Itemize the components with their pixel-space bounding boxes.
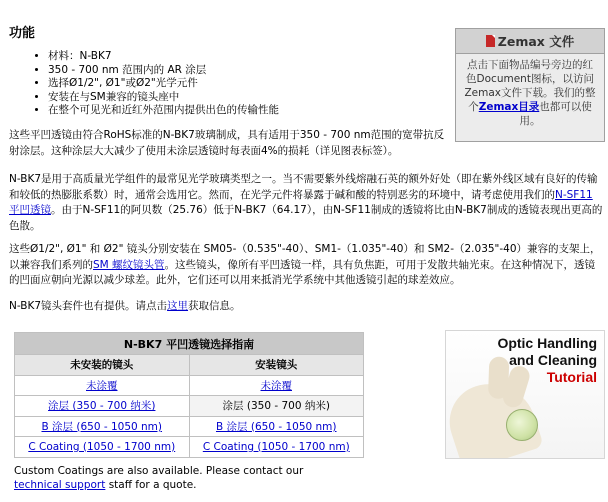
optic-handling-tutorial-banner[interactable] [445, 330, 605, 459]
feature-item: • 选择Ø1/2", Ø1"或Ø2"光学元件 [48, 77, 468, 91]
table-cell [15, 396, 190, 417]
table-row [15, 437, 364, 458]
zemax-description [456, 54, 604, 132]
nsf11-lens-link[interactable]: N-SF11 平凹透镜 [9, 188, 593, 216]
feature-item: • 在整个可见光和近红外范围内提供出色的传输性能 [48, 104, 468, 118]
zemax-title: Zemax 文件 [497, 34, 575, 49]
table-cell [15, 375, 190, 396]
document-icon [486, 35, 495, 47]
table-cell [15, 416, 190, 437]
zemax-catalog-link[interactable]: Zemax目录 [478, 101, 540, 113]
feature-item: • 材料：N-BK7 [48, 50, 468, 64]
technical-support-link[interactable]: technical support [14, 479, 106, 491]
table-cell [189, 375, 364, 396]
paragraph-text: 。这些镜头，像所有平凹透镜一样，具有负焦距，可用于发散共轴光束。在这种情况下，透镜的凹面应朝向光源以减少球差。此外，它们还可以用来抵消光学系统中其他透镜引起的球差效应。 [9, 258, 596, 286]
paragraph-text: 。由于N-SF11的阿贝数（25.76）低于N-BK7（64.17），由N-SF11制成的透镜将比由N-BK7制成的透镜表现出更高的色散。 [9, 204, 603, 232]
table-cell [189, 437, 364, 458]
kit-info-link[interactable]: 这里 [167, 300, 189, 312]
intro-paragraph: 这些平凹透镜由符合RoHS标准的N-BK7玻璃制成，具有适用于350 - 700 nm范围的宽带抗反射涂层。这种涂层大大减少了使用未涂层透镜时每表面4%的损耗（详见图表标签）。 [9, 129, 445, 157]
feature-item: • 安装在与SM兼容的镜头座中 [48, 91, 468, 105]
sm-lens-tube-link[interactable]: SM 螺纹镜头管 [93, 258, 165, 271]
note-text: staff for a quote. [105, 479, 197, 491]
b-coated-unmounted-link[interactable]: B 涂层 (650 - 1050 nm) [41, 420, 163, 433]
material-paragraph [9, 172, 605, 234]
guide-title: N-BK7 平凹透镜选择指南 [15, 333, 364, 355]
paragraph-text: 获取信息。 [188, 300, 241, 312]
table-cell [189, 416, 364, 437]
uncoated-mounted-link[interactable]: 未涂覆 [260, 379, 292, 392]
b-coated-mounted-link[interactable]: B 涂层 (650 - 1050 nm) [215, 420, 337, 433]
tutorial-title-line1: Optic Handling [497, 335, 597, 351]
table-cell [15, 437, 190, 458]
column-header-unmounted: 未安装的镜头 [15, 355, 190, 376]
mounting-paragraph [9, 242, 605, 289]
selection-guide-table [14, 332, 364, 458]
ar-coated-unmounted-link[interactable]: 涂层 (350 - 700 纳米) [48, 400, 156, 413]
zemax-files-box [455, 28, 605, 142]
c-coated-mounted-link[interactable]: C Coating (1050 - 1700 nm) [202, 440, 350, 453]
table-row [15, 375, 364, 396]
paragraph-text: N-BK7是用于高质量光学组件的最常见光学玻璃类型之一。当不需要紫外线熔融石英的额外好处（即在紫外线区域有良好的传输和较低的热膨胀系数）时，通常会选用它。然而，在光学元件将暴露于碱和酸的特别恶劣的环境中，请考虑使用我们的 [9, 173, 598, 201]
note-text: Custom Coatings are also available. Please contact our [14, 465, 304, 477]
lens-image [506, 409, 538, 441]
c-coated-unmounted-link[interactable]: C Coating (1050 - 1700 nm) [28, 440, 176, 453]
zemax-header [456, 29, 604, 54]
paragraph-text: N-BK7镜头套件也有提供。请点击 [9, 300, 168, 312]
table-row [15, 396, 364, 417]
feature-list [30, 50, 468, 118]
paragraph-text: 这些Ø1/2", Ø1" 和 Ø2" 镜头分别安装在 SM05-（0.535"-40）、SM1-（1.035"-40）和 SM2-（2.035"-40）兼容的支架上，以兼容我们系列的 [9, 243, 601, 271]
kit-paragraph [9, 299, 605, 315]
section-heading: 功能 [9, 26, 36, 41]
table-row [15, 416, 364, 437]
uncoated-unmounted-link[interactable]: 未涂覆 [86, 379, 118, 392]
zemax-text: 点击下面物品编号旁边的红色Document图标，以访问Zemax文件下载。我们的整个 [464, 59, 596, 113]
tutorial-title-line3: Tutorial [546, 369, 597, 385]
custom-coatings-note [14, 464, 354, 492]
feature-item: • 350 - 700 nm 范围内的 AR 涂层 [48, 64, 468, 78]
zemax-text-end: 也都可以使用。 [519, 101, 592, 127]
tutorial-title-line2: and Cleaning [509, 352, 597, 368]
table-cell-current: 涂层 (350 - 700 纳米) [189, 396, 364, 417]
column-header-mounted: 安装镜头 [189, 355, 364, 376]
